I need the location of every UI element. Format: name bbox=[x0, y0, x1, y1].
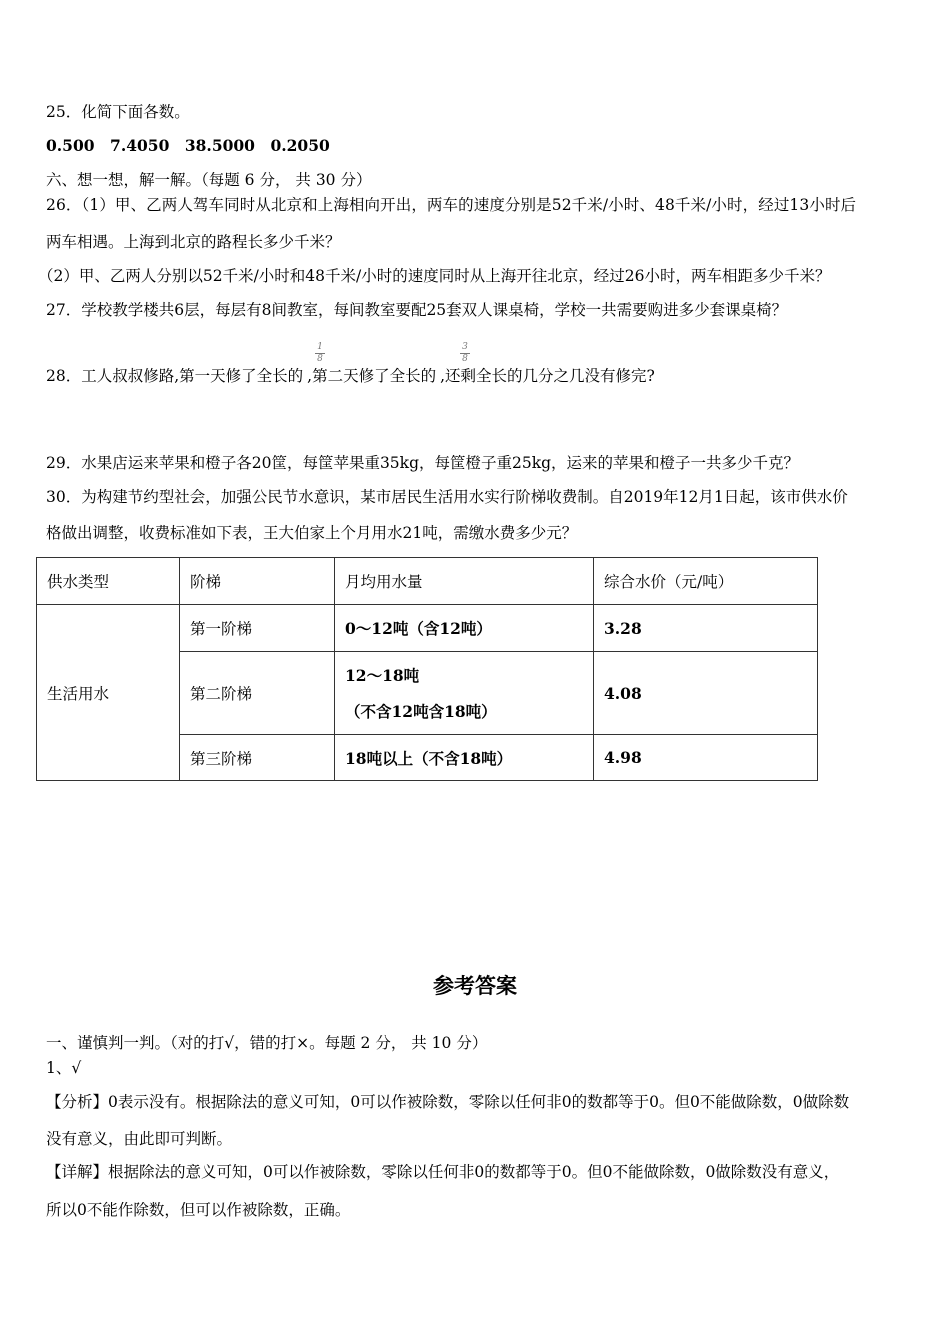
q29: 29．水果店运来苹果和橙子各20筐，每筐苹果重35kg，每筐橙子重25kg，运来的苹果和橙子一共多少千克？ bbox=[46, 454, 800, 472]
fraction-3-8 bbox=[460, 343, 470, 364]
q28-part3: ,还剩全长的几分之几没有修完? bbox=[440, 367, 655, 385]
frac2-num: 3 bbox=[462, 342, 468, 352]
price-cell: 4.08 bbox=[594, 652, 818, 735]
tier-cell: 第二阶梯 bbox=[180, 652, 335, 735]
amount-cell: 18吨以上（不含18吨） bbox=[335, 735, 594, 781]
frac1-num: 1 bbox=[317, 342, 323, 352]
q25-title: 25．化简下面各数。 bbox=[46, 103, 190, 121]
header-cell: 月均用水量 bbox=[335, 558, 594, 605]
amount-line2: （不含12吨含18吨） bbox=[345, 702, 497, 721]
q26-line1: 26．（1）甲、乙两人驾车同时从北京和上海相向开出，两车的速度分别是52千米/小时、48千米/小时，经过13小时后 bbox=[46, 196, 857, 214]
q25-numbers: 0.500 7.4050 38.5000 0.2050 bbox=[46, 136, 330, 155]
q28-part1: 28．工人叔叔修路,第一天修了全长的 bbox=[46, 367, 304, 385]
q27: 27．学校教学楼共6层，每层有8间教室，每间教室要配25套双人课桌椅，学校一共需要购进多少套课桌椅？ bbox=[46, 301, 788, 319]
detail-line2: 所以0不能作除数，但可以作被除数，正确。 bbox=[46, 1201, 351, 1219]
frac1-den: 8 bbox=[317, 354, 323, 364]
q30-line2: 格做出调整，收费标准如下表，王大伯家上个月用水21吨，需缴水费多少元？ bbox=[46, 524, 578, 542]
header-cell: 供水类型 bbox=[37, 558, 180, 605]
q26-line3: （2）甲、乙两人分别以52千米/小时和48千米/小时的速度同时从上海开往北京，经过26小时，两车相距多少千米？ bbox=[38, 267, 831, 285]
amount-cell: 0～12吨（含12吨） bbox=[335, 605, 594, 652]
q30-line1: 30．为构建节约型社会，加强公民节水意识，某市居民生活用水实行阶梯收费制。自2019年12月1日起，该市供水价 bbox=[46, 488, 848, 506]
q28 bbox=[46, 366, 655, 386]
header-cell: 阶梯 bbox=[180, 558, 335, 605]
price-cell: 4.98 bbox=[594, 735, 818, 781]
analysis-line1: 【分析】0表示没有。根据除法的意义可知，0可以作被除数，零除以任何非0的数都等于0。但0不能做除数，0做除数 bbox=[46, 1093, 850, 1111]
header-cell: 综合水价（元/吨） bbox=[594, 558, 818, 605]
detail-line1: 【详解】根据除法的意义可知，0可以作被除数，零除以任何非0的数都等于0。但0不能做除数，0做除数没有意义， bbox=[46, 1163, 840, 1181]
tier-cell: 第一阶梯 bbox=[180, 605, 335, 652]
section6-heading: 六、想一想，解一解。（每题 6 分， 共 30 分） bbox=[46, 171, 372, 189]
analysis-line2: 没有意义，由此即可判断。 bbox=[46, 1130, 233, 1148]
tier-cell: 第三阶梯 bbox=[180, 735, 335, 781]
q26-line2: 两车相遇。上海到北京的路程长多少千米？ bbox=[46, 233, 341, 251]
q28-part2: ,第二天修了全长的 bbox=[307, 367, 437, 385]
fraction-1-8 bbox=[315, 343, 325, 364]
table-header-row bbox=[37, 558, 818, 605]
amount-cell bbox=[335, 652, 594, 735]
answer-1: 1、√ bbox=[46, 1059, 82, 1077]
answers-section1: 一、谨慎判一判。（对的打√，错的打×。每题 2 分， 共 10 分） bbox=[46, 1034, 488, 1052]
answers-title: 参考答案 bbox=[433, 973, 517, 998]
table-row bbox=[37, 605, 818, 652]
price-cell: 3.28 bbox=[594, 605, 818, 652]
water-price-table bbox=[36, 557, 818, 781]
type-cell: 生活用水 bbox=[37, 605, 180, 781]
amount-line1: 12～18吨 bbox=[345, 666, 420, 685]
frac2-den: 8 bbox=[462, 354, 468, 364]
